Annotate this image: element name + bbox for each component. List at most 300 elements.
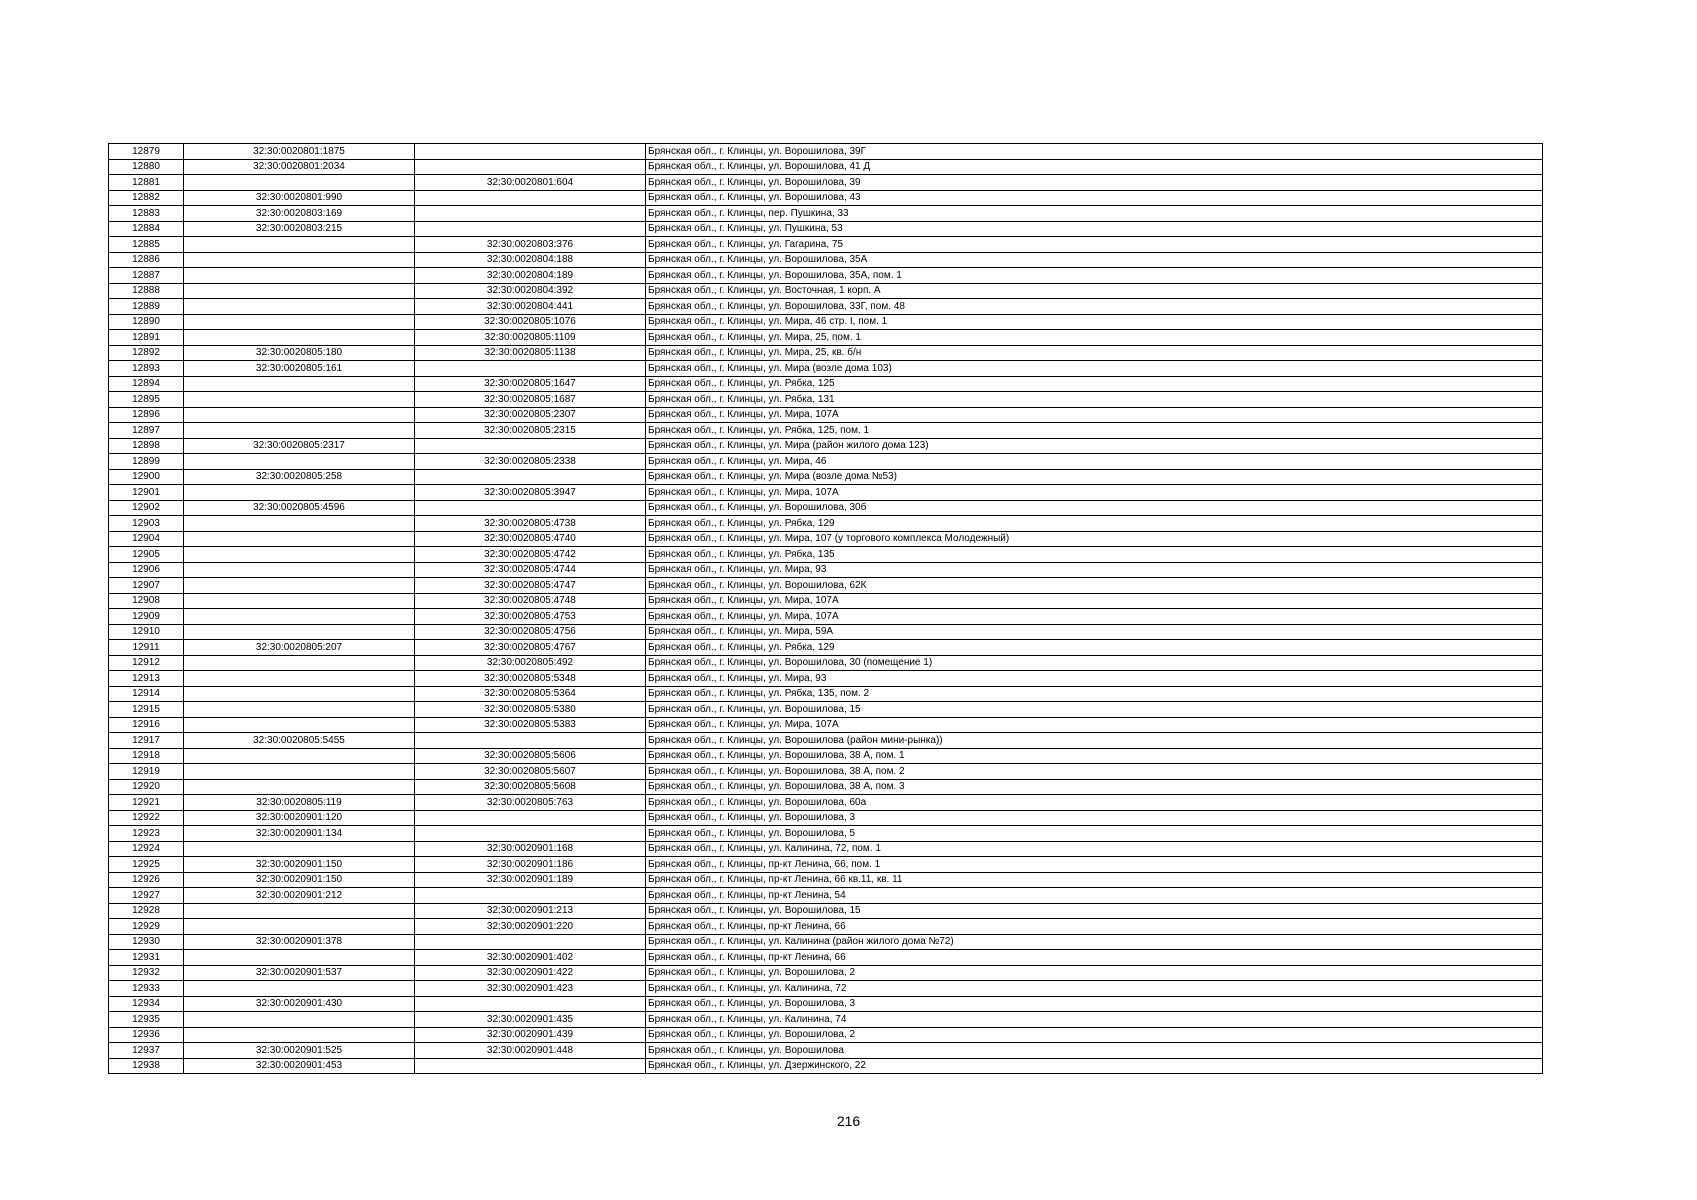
- building-number-cell: [415, 888, 646, 904]
- land-parcel-number-cell: 32:30:0020901:430: [184, 996, 415, 1012]
- table-row: [109, 531, 1543, 547]
- building-number-cell: 32:30:0020901:220: [415, 919, 646, 935]
- row-number-cell: 12908: [109, 593, 184, 609]
- row-number-cell: 12903: [109, 516, 184, 532]
- address-cell: Брянская обл., г. Клинцы, ул. Ворошилова, 41 Д: [646, 159, 1543, 175]
- building-number-cell: [415, 469, 646, 485]
- row-number-cell: 12918: [109, 748, 184, 764]
- land-parcel-number-cell: 32:30:0020805:5455: [184, 733, 415, 749]
- building-number-cell: 32:30:0020805:4753: [415, 609, 646, 625]
- building-number-cell: 32:30:0020901:448: [415, 1043, 646, 1059]
- row-number-cell: 12919: [109, 764, 184, 780]
- table-row: [109, 516, 1543, 532]
- building-number-cell: 32:30:0020805:1076: [415, 314, 646, 330]
- address-cell: Брянская обл., г. Клинцы, ул. Ворошилова, 33Г, пом. 48: [646, 299, 1543, 315]
- address-cell: Брянская обл., г. Клинцы, ул. Ворошилова, 3: [646, 996, 1543, 1012]
- building-number-cell: 32:30:0020804:392: [415, 283, 646, 299]
- building-number-cell: 32:30:0020805:2338: [415, 454, 646, 470]
- row-number-cell: 12897: [109, 423, 184, 439]
- row-number-cell: 12896: [109, 407, 184, 423]
- land-parcel-number-cell: [184, 237, 415, 253]
- row-number-cell: 12901: [109, 485, 184, 501]
- row-number-cell: 12923: [109, 826, 184, 842]
- land-parcel-number-cell: [184, 314, 415, 330]
- row-number-cell: 12913: [109, 671, 184, 687]
- building-number-cell: 32:30:0020805:4748: [415, 593, 646, 609]
- row-number-cell: 12887: [109, 268, 184, 284]
- building-number-cell: [415, 144, 646, 160]
- row-number-cell: 12891: [109, 330, 184, 346]
- address-cell: Брянская обл., г. Клинцы, пр-кт Ленина, 66: [646, 950, 1543, 966]
- row-number-cell: 12933: [109, 981, 184, 997]
- table-row: [109, 671, 1543, 687]
- row-number-cell: 12894: [109, 376, 184, 392]
- table-row: [109, 500, 1543, 516]
- land-parcel-number-cell: 32:30:0020805:4596: [184, 500, 415, 516]
- address-cell: Брянская обл., г. Клинцы, ул. Мира (возле дома №53): [646, 469, 1543, 485]
- building-number-cell: 32:30:0020805:4756: [415, 624, 646, 640]
- address-cell: Брянская обл., г. Клинцы, ул. Мира, 107А: [646, 407, 1543, 423]
- address-cell: Брянская обл., г. Клинцы, ул. Рябка, 129: [646, 640, 1543, 656]
- address-cell: Брянская обл., г. Клинцы, пр-кт Ленина, 66, пом. 1: [646, 857, 1543, 873]
- land-parcel-number-cell: [184, 485, 415, 501]
- building-number-cell: 32:30:0020804:441: [415, 299, 646, 315]
- address-cell: Брянская обл., г. Клинцы, ул. Мира, 107А: [646, 717, 1543, 733]
- table-row: [109, 485, 1543, 501]
- table-row: [109, 392, 1543, 408]
- table-row: [109, 624, 1543, 640]
- land-parcel-number-cell: 32:30:0020901:150: [184, 857, 415, 873]
- row-number-cell: 12916: [109, 717, 184, 733]
- land-parcel-number-cell: [184, 981, 415, 997]
- address-cell: Брянская обл., г. Клинцы, ул. Калинина, 72: [646, 981, 1543, 997]
- table-row: [109, 283, 1543, 299]
- table-row: [109, 593, 1543, 609]
- address-cell: Брянская обл., г. Клинцы, ул. Гагарина, 75: [646, 237, 1543, 253]
- table-row: [109, 438, 1543, 454]
- building-number-cell: [415, 206, 646, 222]
- land-parcel-number-cell: [184, 376, 415, 392]
- land-parcel-number-cell: 32:30:0020805:207: [184, 640, 415, 656]
- address-cell: Брянская обл., г. Клинцы, пр-кт Ленина, 54: [646, 888, 1543, 904]
- table-row: [109, 190, 1543, 206]
- address-cell: Брянская обл., г. Клинцы, ул. Дзержинского, 22: [646, 1058, 1543, 1074]
- building-number-cell: 32:30:0020805:5348: [415, 671, 646, 687]
- address-cell: Брянская обл., г. Клинцы, ул. Мира, 25, кв. б/н: [646, 345, 1543, 361]
- table-row: [109, 221, 1543, 237]
- row-number-cell: 12928: [109, 903, 184, 919]
- building-number-cell: 32:30:0020805:4747: [415, 578, 646, 594]
- land-parcel-number-cell: [184, 841, 415, 857]
- registry-table: [108, 143, 1543, 1074]
- table-row: [109, 144, 1543, 160]
- table-row: [109, 655, 1543, 671]
- row-number-cell: 12912: [109, 655, 184, 671]
- row-number-cell: 12931: [109, 950, 184, 966]
- table-row: [109, 423, 1543, 439]
- table-row: [109, 330, 1543, 346]
- table-row: [109, 795, 1543, 811]
- address-cell: Брянская обл., г. Клинцы, ул. Мира, 46 стр. I, пом. 1: [646, 314, 1543, 330]
- land-parcel-number-cell: [184, 593, 415, 609]
- land-parcel-number-cell: [184, 609, 415, 625]
- building-number-cell: [415, 934, 646, 950]
- row-number-cell: 12930: [109, 934, 184, 950]
- building-number-cell: 32:30:0020805:5607: [415, 764, 646, 780]
- building-number-cell: 32:30:0020901:422: [415, 965, 646, 981]
- row-number-cell: 12898: [109, 438, 184, 454]
- row-number-cell: 12922: [109, 810, 184, 826]
- land-parcel-number-cell: 32:30:0020805:180: [184, 345, 415, 361]
- address-cell: Брянская обл., г. Клинцы, ул. Ворошилова, 35А, пом. 1: [646, 268, 1543, 284]
- address-cell: Брянская обл., г. Клинцы, ул. Мира, 107А: [646, 593, 1543, 609]
- building-number-cell: 32:30:0020804:188: [415, 252, 646, 268]
- building-number-cell: 32:30:0020901:168: [415, 841, 646, 857]
- table-row: [109, 237, 1543, 253]
- row-number-cell: 12904: [109, 531, 184, 547]
- table-row: [109, 299, 1543, 315]
- table-row: [109, 841, 1543, 857]
- address-cell: Брянская обл., г. Клинцы, ул. Мира, 93: [646, 562, 1543, 578]
- address-cell: Брянская обл., г. Клинцы, ул. Ворошилова, 3: [646, 810, 1543, 826]
- address-cell: Брянская обл., г. Клинцы, ул. Ворошилова, 38 А, пом. 2: [646, 764, 1543, 780]
- table-row: [109, 903, 1543, 919]
- address-cell: Брянская обл., г. Клинцы, ул. Восточная, 1 корп. А: [646, 283, 1543, 299]
- land-parcel-number-cell: [184, 299, 415, 315]
- address-cell: Брянская обл., г. Клинцы, ул. Рябка, 125, пом. 1: [646, 423, 1543, 439]
- row-number-cell: 12925: [109, 857, 184, 873]
- address-cell: Брянская обл., г. Клинцы, ул. Ворошилова, 38 А, пом. 1: [646, 748, 1543, 764]
- address-cell: Брянская обл., г. Клинцы, ул. Ворошилова, 60а: [646, 795, 1543, 811]
- address-cell: Брянская обл., г. Клинцы, ул. Ворошилова, 2: [646, 965, 1543, 981]
- address-cell: Брянская обл., г. Клинцы, ул. Мира, 93: [646, 671, 1543, 687]
- land-parcel-number-cell: 32:30:0020805:161: [184, 361, 415, 377]
- land-parcel-number-cell: [184, 547, 415, 563]
- address-cell: Брянская обл., г. Клинцы, ул. Ворошилова, 39Г: [646, 144, 1543, 160]
- land-parcel-number-cell: [184, 578, 415, 594]
- building-number-cell: 32:30:0020805:5380: [415, 702, 646, 718]
- address-cell: Брянская обл., г. Клинцы, ул. Рябка, 135, пом. 2: [646, 686, 1543, 702]
- building-number-cell: 32:30:0020805:5608: [415, 779, 646, 795]
- row-number-cell: 12900: [109, 469, 184, 485]
- building-number-cell: [415, 500, 646, 516]
- row-number-cell: 12890: [109, 314, 184, 330]
- building-number-cell: 32:30:0020805:4738: [415, 516, 646, 532]
- building-number-cell: 32:30:0020805:1687: [415, 392, 646, 408]
- row-number-cell: 12935: [109, 1012, 184, 1028]
- address-cell: Брянская обл., г. Клинцы, ул. Рябка, 131: [646, 392, 1543, 408]
- row-number-cell: 12937: [109, 1043, 184, 1059]
- address-cell: Брянская обл., г. Клинцы, ул. Ворошилова, 30 (помещение 1): [646, 655, 1543, 671]
- table-row: [109, 872, 1543, 888]
- row-number-cell: 12929: [109, 919, 184, 935]
- address-cell: Брянская обл., г. Клинцы, ул. Мира, 107 (у торгового комплекса Молодежный): [646, 531, 1543, 547]
- table-row: [109, 779, 1543, 795]
- land-parcel-number-cell: 32:30:0020901:134: [184, 826, 415, 842]
- table-row: [109, 206, 1543, 222]
- land-parcel-number-cell: 32:30:0020901:212: [184, 888, 415, 904]
- land-parcel-number-cell: [184, 779, 415, 795]
- row-number-cell: 12886: [109, 252, 184, 268]
- land-parcel-number-cell: [184, 717, 415, 733]
- address-cell: Брянская обл., г. Клинцы, ул. Калинина, 74: [646, 1012, 1543, 1028]
- row-number-cell: 12907: [109, 578, 184, 594]
- address-cell: Брянская обл., г. Клинцы, ул. Рябка, 125: [646, 376, 1543, 392]
- row-number-cell: 12926: [109, 872, 184, 888]
- page-number: 216: [836, 1113, 861, 1129]
- table-row: [109, 578, 1543, 594]
- address-cell: Брянская обл., г. Клинцы, ул. Ворошилова, 15: [646, 702, 1543, 718]
- land-parcel-number-cell: [184, 764, 415, 780]
- land-parcel-number-cell: [184, 671, 415, 687]
- land-parcel-number-cell: 32:30:0020801:2034: [184, 159, 415, 175]
- row-number-cell: 12885: [109, 237, 184, 253]
- row-number-cell: 12902: [109, 500, 184, 516]
- table-row: [109, 810, 1543, 826]
- building-number-cell: 32:30:0020901:402: [415, 950, 646, 966]
- land-parcel-number-cell: [184, 252, 415, 268]
- land-parcel-number-cell: [184, 624, 415, 640]
- building-number-cell: 32:30:0020805:4744: [415, 562, 646, 578]
- table-row: [109, 1058, 1543, 1074]
- land-parcel-number-cell: [184, 392, 415, 408]
- table-row: [109, 454, 1543, 470]
- building-number-cell: [415, 810, 646, 826]
- table-row: [109, 764, 1543, 780]
- building-number-cell: 32:30:0020804:189: [415, 268, 646, 284]
- building-number-cell: 32:30:0020805:2315: [415, 423, 646, 439]
- land-parcel-number-cell: [184, 268, 415, 284]
- land-parcel-number-cell: 32:30:0020803:169: [184, 206, 415, 222]
- row-number-cell: 12893: [109, 361, 184, 377]
- land-parcel-number-cell: 32:30:0020805:2317: [184, 438, 415, 454]
- address-cell: Брянская обл., г. Клинцы, ул. Ворошилова, 39: [646, 175, 1543, 191]
- row-number-cell: 12895: [109, 392, 184, 408]
- address-cell: Брянская обл., г. Клинцы, ул. Рябка, 135: [646, 547, 1543, 563]
- row-number-cell: 12880: [109, 159, 184, 175]
- building-number-cell: 32:30:0020805:1138: [415, 345, 646, 361]
- table-row: [109, 407, 1543, 423]
- table-row: [109, 469, 1543, 485]
- building-number-cell: [415, 159, 646, 175]
- land-parcel-number-cell: 32:30:0020801:990: [184, 190, 415, 206]
- land-parcel-number-cell: 32:30:0020901:150: [184, 872, 415, 888]
- row-number-cell: 12936: [109, 1027, 184, 1043]
- land-parcel-number-cell: 32:30:0020901:378: [184, 934, 415, 950]
- address-cell: Брянская обл., г. Клинцы, ул. Ворошилова, 43: [646, 190, 1543, 206]
- building-number-cell: 32:30:0020805:5606: [415, 748, 646, 764]
- address-cell: Брянская обл., г. Клинцы, пр-кт Ленина, 66 кв.11, кв. 11: [646, 872, 1543, 888]
- land-parcel-number-cell: [184, 562, 415, 578]
- building-number-cell: 32:30:0020805:5383: [415, 717, 646, 733]
- address-cell: Брянская обл., г. Клинцы, ул. Мира, 46: [646, 454, 1543, 470]
- building-number-cell: 32:30:0020901:186: [415, 857, 646, 873]
- table-row: [109, 376, 1543, 392]
- address-cell: Брянская обл., г. Клинцы, ул. Мира, 107А: [646, 485, 1543, 501]
- land-parcel-number-cell: [184, 454, 415, 470]
- building-number-cell: 32:30:0020901:213: [415, 903, 646, 919]
- building-number-cell: 32:30:0020805:4767: [415, 640, 646, 656]
- table-row: [109, 702, 1543, 718]
- building-number-cell: 32:30:0020805:1647: [415, 376, 646, 392]
- table-row: [109, 609, 1543, 625]
- table-row: [109, 175, 1543, 191]
- address-cell: Брянская обл., г. Клинцы, ул. Ворошилова, 2: [646, 1027, 1543, 1043]
- building-number-cell: [415, 996, 646, 1012]
- table-row: [109, 268, 1543, 284]
- table-row: [109, 981, 1543, 997]
- building-number-cell: [415, 221, 646, 237]
- table-row: [109, 314, 1543, 330]
- building-number-cell: 32:30:0020801:604: [415, 175, 646, 191]
- address-cell: Брянская обл., г. Клинцы, ул. Ворошилова, 38 А, пом. 3: [646, 779, 1543, 795]
- building-number-cell: [415, 361, 646, 377]
- row-number-cell: 12927: [109, 888, 184, 904]
- address-cell: Брянская обл., г. Клинцы, ул. Калинина, 72, пом. 1: [646, 841, 1543, 857]
- building-number-cell: 32:30:0020805:2307: [415, 407, 646, 423]
- building-number-cell: 32:30:0020901:189: [415, 872, 646, 888]
- land-parcel-number-cell: [184, 330, 415, 346]
- land-parcel-number-cell: [184, 423, 415, 439]
- land-parcel-number-cell: [184, 1012, 415, 1028]
- row-number-cell: 12905: [109, 547, 184, 563]
- row-number-cell: 12917: [109, 733, 184, 749]
- land-parcel-number-cell: 32:30:0020901:537: [184, 965, 415, 981]
- building-number-cell: 32:30:0020805:4742: [415, 547, 646, 563]
- land-parcel-number-cell: [184, 531, 415, 547]
- table-row: [109, 345, 1543, 361]
- table-row: [109, 733, 1543, 749]
- address-cell: Брянская обл., г. Клинцы, ул. Ворошилова (район мини-рынка)): [646, 733, 1543, 749]
- row-number-cell: 12906: [109, 562, 184, 578]
- land-parcel-number-cell: [184, 516, 415, 532]
- table-row: [109, 857, 1543, 873]
- row-number-cell: 12889: [109, 299, 184, 315]
- table-row: [109, 950, 1543, 966]
- table-row: [109, 826, 1543, 842]
- land-parcel-number-cell: 32:30:0020901:453: [184, 1058, 415, 1074]
- table-row: [109, 996, 1543, 1012]
- address-cell: Брянская обл., г. Клинцы, ул. Мира, 107А: [646, 609, 1543, 625]
- table-row: [109, 640, 1543, 656]
- table-row: [109, 934, 1543, 950]
- table-row: [109, 748, 1543, 764]
- land-parcel-number-cell: [184, 919, 415, 935]
- building-number-cell: 32:30:0020805:1109: [415, 330, 646, 346]
- row-number-cell: 12884: [109, 221, 184, 237]
- land-parcel-number-cell: 32:30:0020801:1875: [184, 144, 415, 160]
- land-parcel-number-cell: [184, 748, 415, 764]
- address-cell: Брянская обл., г. Клинцы, ул. Ворошилова, 15: [646, 903, 1543, 919]
- land-parcel-number-cell: 32:30:0020901:120: [184, 810, 415, 826]
- row-number-cell: 12911: [109, 640, 184, 656]
- table-row: [109, 1027, 1543, 1043]
- address-cell: Брянская обл., г. Клинцы, ул. Ворошилова, 35А: [646, 252, 1543, 268]
- address-cell: Брянская обл., г. Клинцы, ул. Ворошилова, 30б: [646, 500, 1543, 516]
- row-number-cell: 12932: [109, 965, 184, 981]
- row-number-cell: 12899: [109, 454, 184, 470]
- table-row: [109, 919, 1543, 935]
- address-cell: Брянская обл., г. Клинцы, ул. Мира (район жилого дома 123): [646, 438, 1543, 454]
- row-number-cell: 12920: [109, 779, 184, 795]
- land-parcel-number-cell: [184, 686, 415, 702]
- row-number-cell: 12888: [109, 283, 184, 299]
- building-number-cell: 32:30:0020805:3947: [415, 485, 646, 501]
- row-number-cell: 12883: [109, 206, 184, 222]
- row-number-cell: 12882: [109, 190, 184, 206]
- land-parcel-number-cell: [184, 655, 415, 671]
- address-cell: Брянская обл., г. Клинцы, пр-кт Ленина, 66: [646, 919, 1543, 935]
- row-number-cell: 12915: [109, 702, 184, 718]
- address-cell: Брянская обл., г. Клинцы, ул. Мира, 25, пом. 1: [646, 330, 1543, 346]
- building-number-cell: 32:30:0020805:763: [415, 795, 646, 811]
- table-row: [109, 547, 1543, 563]
- table-row: [109, 1012, 1543, 1028]
- row-number-cell: 12910: [109, 624, 184, 640]
- row-number-cell: 12909: [109, 609, 184, 625]
- row-number-cell: 12938: [109, 1058, 184, 1074]
- land-parcel-number-cell: 32:30:0020901:525: [184, 1043, 415, 1059]
- land-parcel-number-cell: 32:30:0020803:215: [184, 221, 415, 237]
- land-parcel-number-cell: [184, 1027, 415, 1043]
- address-cell: Брянская обл., г. Клинцы, пер. Пушкина, 33: [646, 206, 1543, 222]
- address-cell: Брянская обл., г. Клинцы, ул. Рябка, 129: [646, 516, 1543, 532]
- row-number-cell: 12914: [109, 686, 184, 702]
- row-number-cell: 12881: [109, 175, 184, 191]
- address-cell: Брянская обл., г. Клинцы, ул. Ворошилова, 62К: [646, 578, 1543, 594]
- table-row: [109, 252, 1543, 268]
- row-number-cell: 12892: [109, 345, 184, 361]
- building-number-cell: 32:30:0020901:423: [415, 981, 646, 997]
- building-number-cell: 32:30:0020803:376: [415, 237, 646, 253]
- building-number-cell: [415, 1058, 646, 1074]
- building-number-cell: [415, 438, 646, 454]
- building-number-cell: 32:30:0020901:435: [415, 1012, 646, 1028]
- land-parcel-number-cell: [184, 903, 415, 919]
- table-row: [109, 159, 1543, 175]
- building-number-cell: [415, 826, 646, 842]
- address-cell: Брянская обл., г. Клинцы, ул. Мира (возле дома 103): [646, 361, 1543, 377]
- address-cell: Брянская обл., г. Клинцы, ул. Мира, 59А: [646, 624, 1543, 640]
- row-number-cell: 12921: [109, 795, 184, 811]
- land-parcel-number-cell: [184, 175, 415, 191]
- registry-table-body: [109, 144, 1543, 1074]
- table-row: [109, 965, 1543, 981]
- land-parcel-number-cell: 32:30:0020805:258: [184, 469, 415, 485]
- address-cell: Брянская обл., г. Клинцы, ул. Пушкина, 53: [646, 221, 1543, 237]
- land-parcel-number-cell: [184, 407, 415, 423]
- land-parcel-number-cell: [184, 702, 415, 718]
- building-number-cell: 32:30:0020805:5364: [415, 686, 646, 702]
- building-number-cell: [415, 733, 646, 749]
- row-number-cell: 12879: [109, 144, 184, 160]
- land-parcel-number-cell: 32:30:0020805:119: [184, 795, 415, 811]
- building-number-cell: 32:30:0020805:492: [415, 655, 646, 671]
- land-parcel-number-cell: [184, 950, 415, 966]
- table-row: [109, 1043, 1543, 1059]
- row-number-cell: 12924: [109, 841, 184, 857]
- building-number-cell: 32:30:0020805:4740: [415, 531, 646, 547]
- table-row: [109, 562, 1543, 578]
- address-cell: Брянская обл., г. Клинцы, ул. Калинина (район жилого дома №72): [646, 934, 1543, 950]
- land-parcel-number-cell: [184, 283, 415, 299]
- table-row: [109, 361, 1543, 377]
- table-row: [109, 686, 1543, 702]
- address-cell: Брянская обл., г. Клинцы, ул. Ворошилова, 5: [646, 826, 1543, 842]
- building-number-cell: [415, 190, 646, 206]
- row-number-cell: 12934: [109, 996, 184, 1012]
- building-number-cell: 32:30:0020901:439: [415, 1027, 646, 1043]
